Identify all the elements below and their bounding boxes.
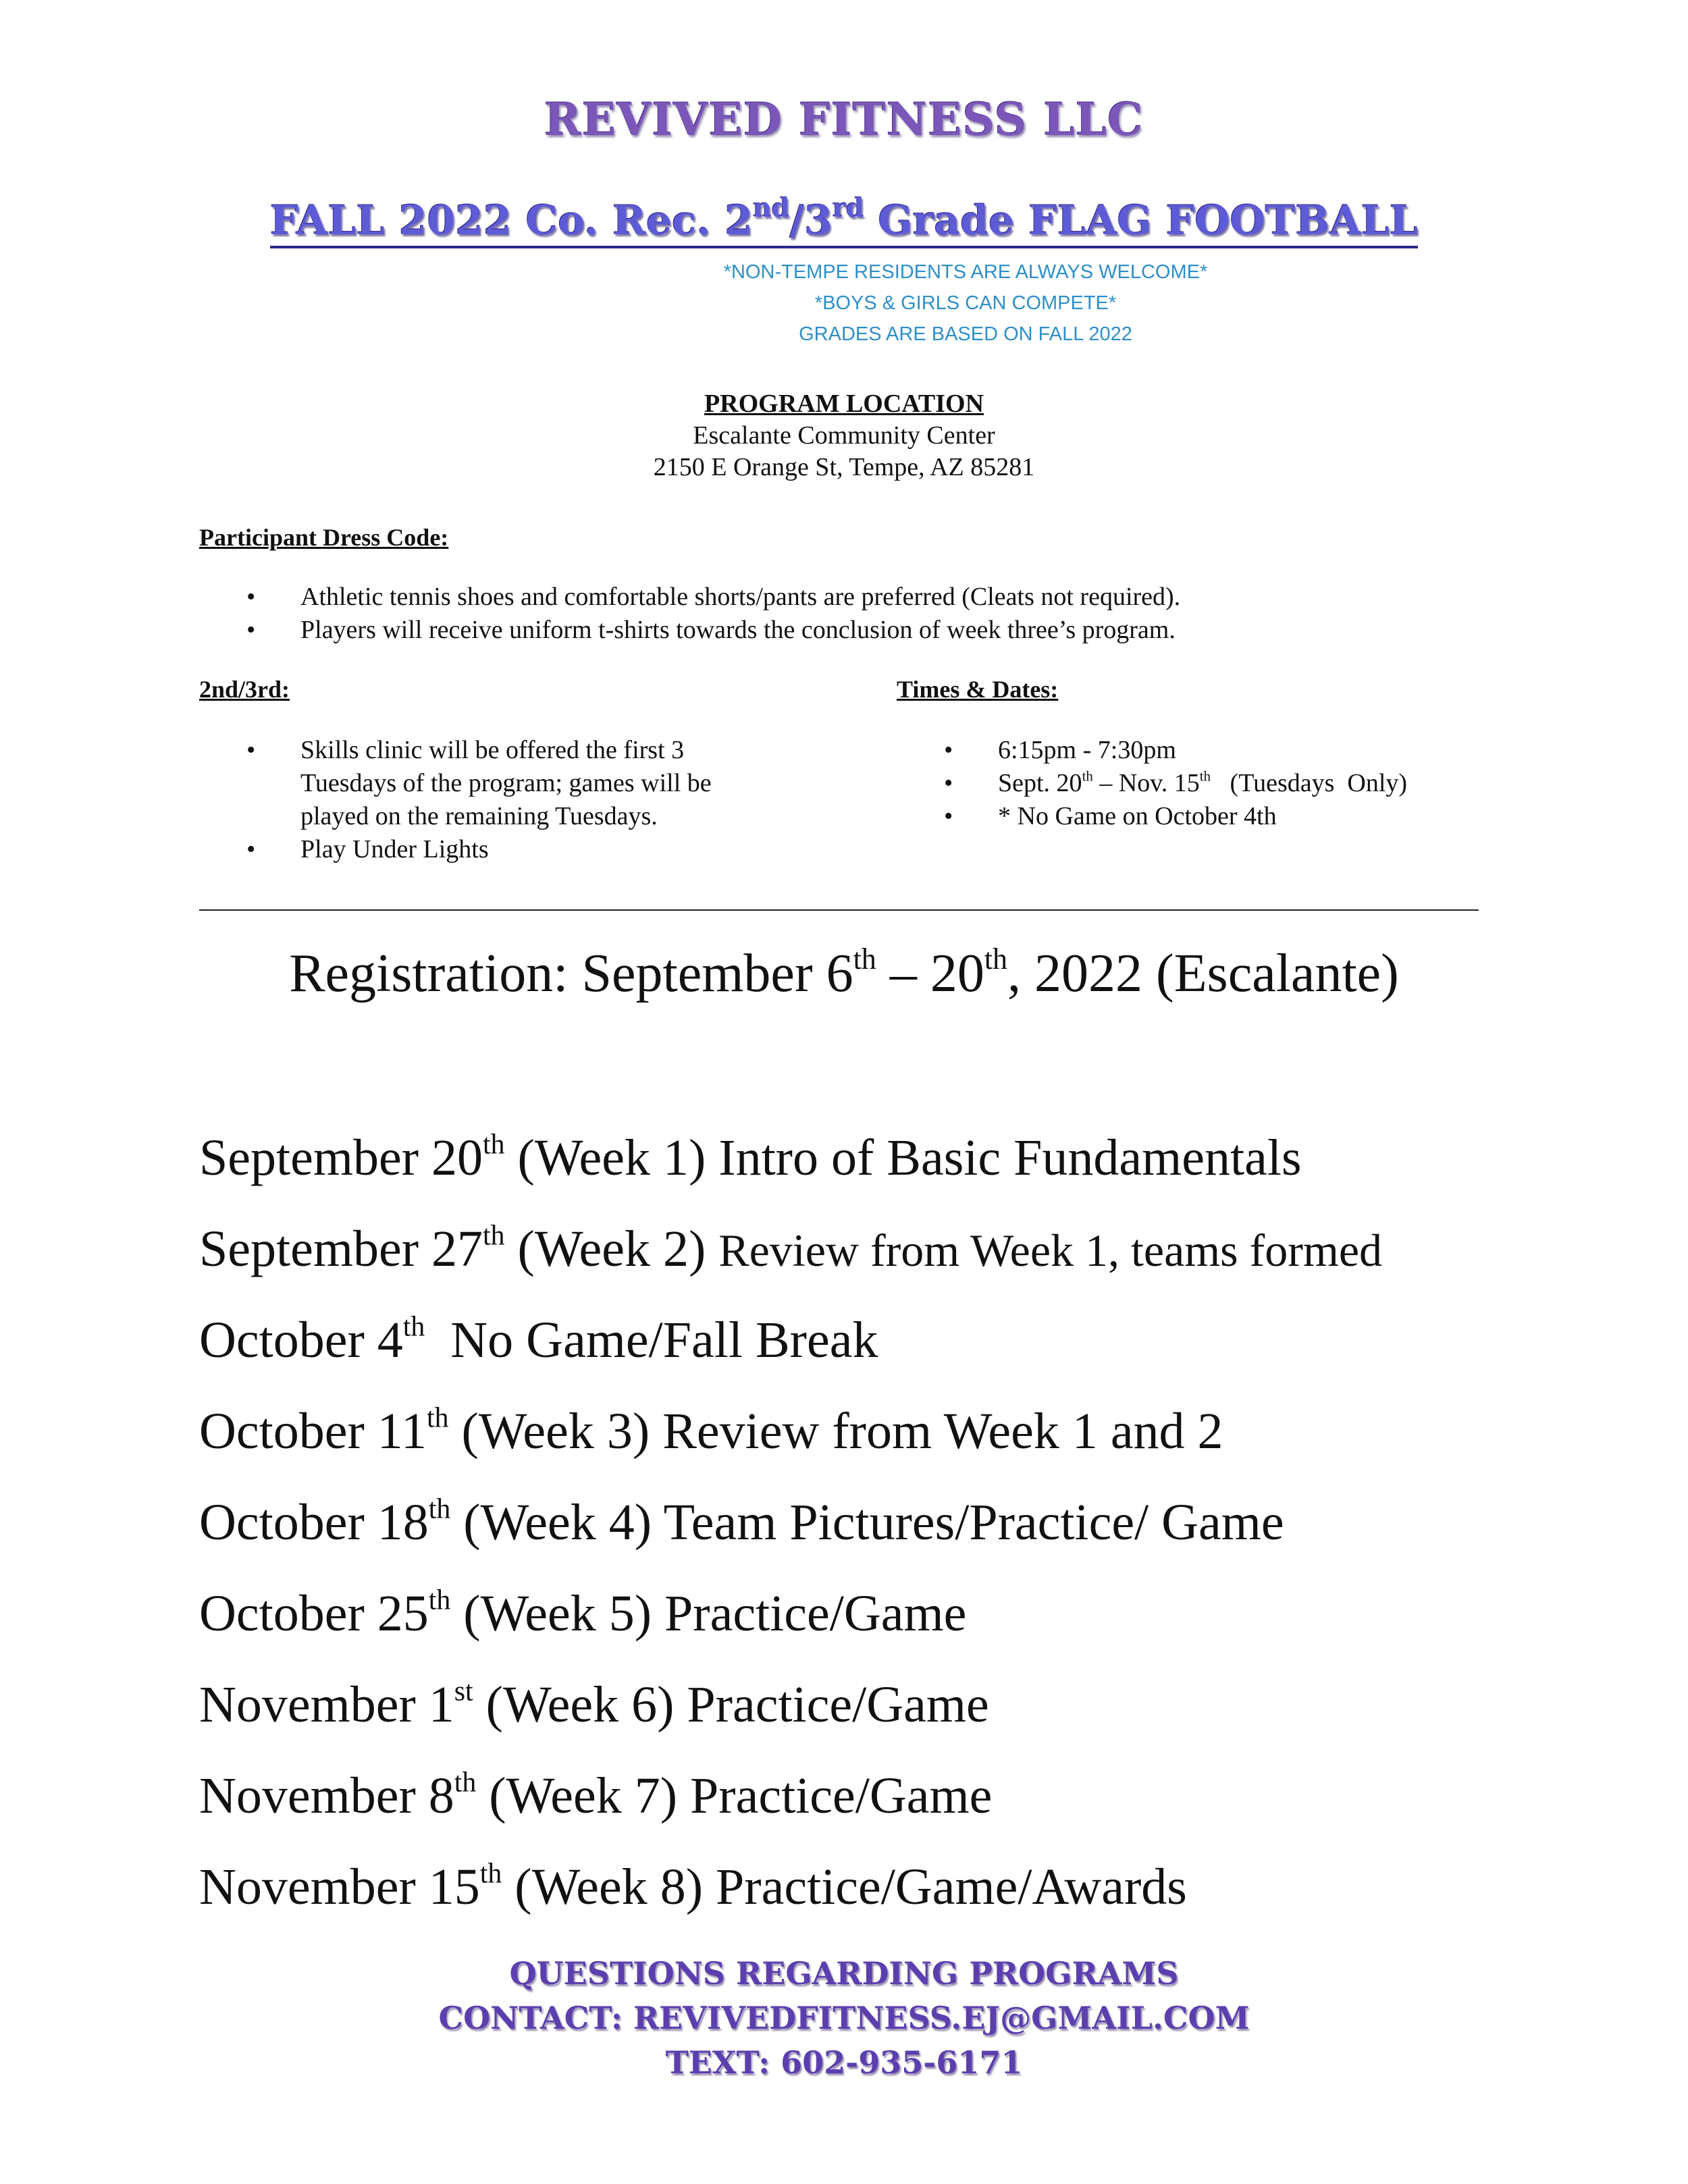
program-location bbox=[0, 388, 1688, 483]
program-title bbox=[0, 192, 1688, 244]
note-boys-girls: *BOYS & GIRLS CAN COMPETE* bbox=[814, 292, 1117, 314]
location-heading: PROGRAM LOCATION bbox=[704, 390, 984, 418]
footer-questions: QUESTIONS REGARDING PROGRAMS bbox=[509, 1955, 1179, 1992]
dress-code-list bbox=[246, 581, 1597, 647]
company-name: REVIVED FITNESS LLC bbox=[544, 93, 1144, 146]
schedule-row: November 8th (Week 7) Practice/Game bbox=[199, 1767, 993, 1824]
grades-heading: 2nd/3rd: bbox=[199, 676, 290, 703]
schedule-row: September 27th (Week 2) Review from Week 1, teams formed bbox=[199, 1220, 1383, 1277]
weekly-schedule bbox=[199, 1117, 1651, 1938]
location-name: Escalante Community Center bbox=[693, 421, 995, 450]
grades-item: • Play Under Lights bbox=[246, 833, 766, 866]
dress-code-item: • Athletic tennis shoes and comfortable shorts/pants are preferred (Cleats not required). bbox=[246, 581, 1597, 614]
location-address: 2150 E Orange St, Tempe, AZ 85281 bbox=[653, 453, 1035, 481]
schedule-row: October 18th (Week 4) Team Pictures/Practice/ Game bbox=[199, 1493, 1284, 1551]
schedule-row: November 15th (Week 8) Practice/Game/Awards bbox=[199, 1858, 1187, 1915]
schedule-row: October 4th No Game/Fall Break bbox=[199, 1311, 878, 1368]
schedule-row: October 11th (Week 3) Review from Week 1 and 2 bbox=[199, 1402, 1223, 1460]
program-title-text: FALL 2022 Co. Rec. 2nd/3rd Grade FLAG FOOTBALL bbox=[270, 197, 1418, 248]
footer-contact-email: CONTACT: REVIVEDFITNESS.EJ@GMAIL.COM bbox=[438, 2000, 1250, 2036]
schedule-row: November 1st (Week 6) Practice/Game bbox=[199, 1676, 989, 1733]
eligibility-notes bbox=[0, 257, 1688, 350]
schedule-row: October 25th (Week 5) Practice/Game bbox=[199, 1584, 967, 1642]
divider-line bbox=[199, 909, 1479, 911]
times-item-dates: • Sept. 20th – Nov. 15th (Tuesdays Only) bbox=[944, 767, 1619, 800]
dress-code-item: • Players will receive uniform t-shirts towards the conclusion of week three’s program. bbox=[246, 614, 1597, 647]
schedule-row: September 20th (Week 1) Intro of Basic Fundamentals bbox=[199, 1129, 1302, 1186]
footer-text-phone: TEXT: 602-935-6171 bbox=[665, 2044, 1023, 2081]
note-nonresidents: *NON-TEMPE RESIDENTS ARE ALWAYS WELCOME* bbox=[723, 261, 1208, 283]
dress-code-heading: Participant Dress Code: bbox=[199, 524, 449, 551]
grades-list bbox=[246, 734, 766, 866]
times-heading: Times & Dates: bbox=[897, 676, 1059, 703]
grades-item: • Skills clinic will be offered the first 3 Tuesdays of the program; games will be played on the remaining Tuesdays. bbox=[246, 734, 766, 833]
registration-dates: Registration: September 6th – 20th, 2022 (Escalante) bbox=[289, 942, 1399, 1003]
times-list bbox=[944, 734, 1619, 833]
contact-footer bbox=[0, 1951, 1688, 2085]
times-item-no-game: • * No Game on October 4th bbox=[944, 800, 1619, 833]
times-item-hours: • 6:15pm - 7:30pm bbox=[944, 734, 1619, 767]
note-grades: GRADES ARE BASED ON FALL 2022 bbox=[799, 323, 1132, 345]
